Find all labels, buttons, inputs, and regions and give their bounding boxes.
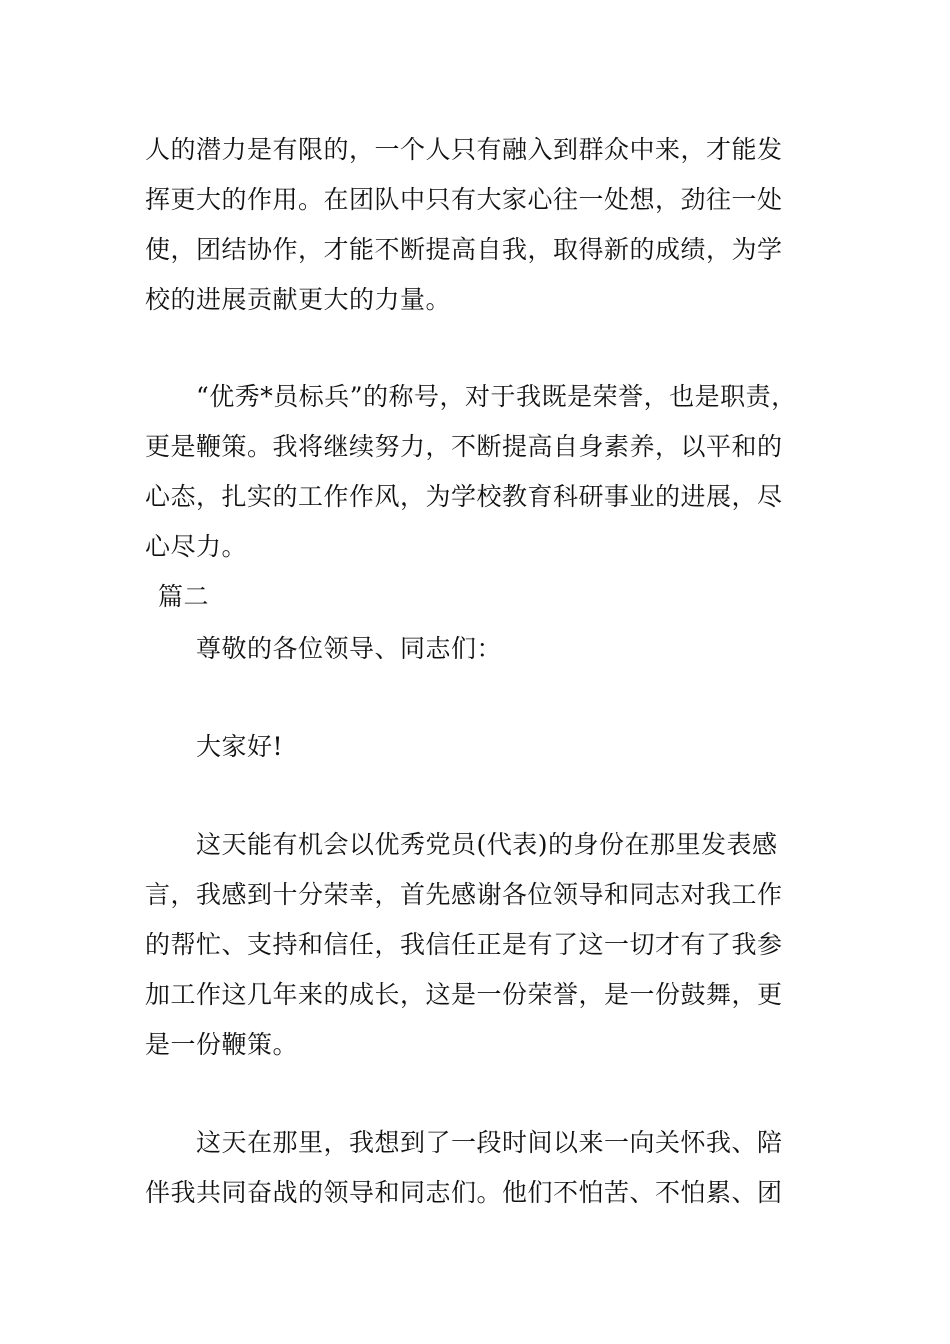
- text-line: 使，团结协作，才能不断提高自我，取得新的成绩，为学: [145, 235, 783, 264]
- text-line: 这天在那里，我想到了一段时间以来一向关怀我、陪: [196, 1128, 783, 1157]
- text-line: 是一份鞭策。: [145, 1030, 299, 1059]
- greeting: 大家好!: [196, 732, 284, 761]
- text-line: 人的潜力是有限的，一个人只有融入到群众中来，才能发: [145, 135, 783, 164]
- text-line: 挥更大的作用。在团队中只有大家心往一处想，劲往一处: [145, 185, 783, 214]
- salutation: 尊敬的各位领导、同志们：: [196, 634, 503, 663]
- text-line: 这天能有机会以优秀党员(代表)的身份在那里发表感: [196, 830, 778, 859]
- text-line: 伴我共同奋战的领导和同志们。他们不怕苦、不怕累、团: [145, 1178, 783, 1207]
- text-line: 更是鞭策。我将继续努力，不断提高自身素养，以平和的: [145, 432, 783, 461]
- text-line: 加工作这几年来的成长，这是一份荣誉，是一份鼓舞，更: [145, 980, 783, 1009]
- text-line: “优秀*员标兵”的称号，对于我既是荣誉，也是职责，: [196, 382, 797, 411]
- text-line: 心态，扎实的工作作风，为学校教育科研事业的进展，尽: [145, 482, 783, 511]
- text-line: 校的进展贡献更大的力量。: [145, 285, 452, 314]
- text-line: 言，我感到十分荣幸，首先感谢各位领导和同志对我工作: [145, 880, 783, 909]
- section-heading: 篇二: [158, 582, 210, 611]
- text-line: 心尽力。: [145, 532, 248, 561]
- text-line: 的帮忙、支持和信任，我信任正是有了这一切才有了我参: [145, 930, 783, 959]
